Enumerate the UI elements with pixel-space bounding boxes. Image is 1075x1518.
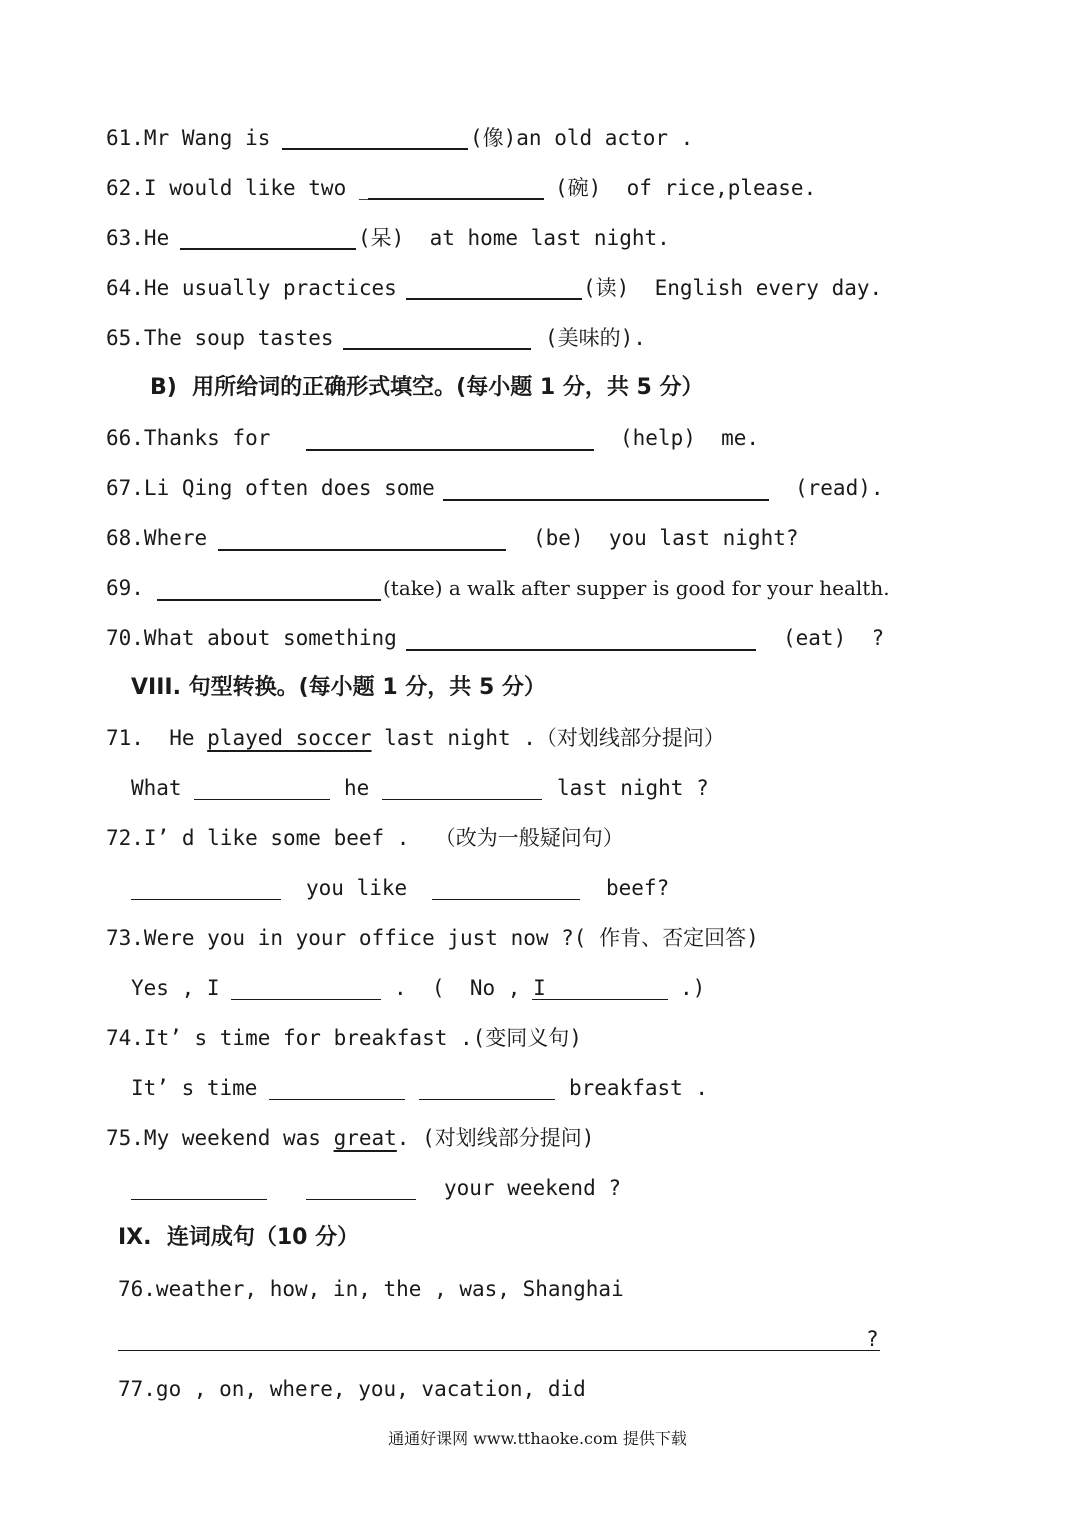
answer-blank[interactable] [157, 599, 381, 601]
answer-blank[interactable] [368, 198, 544, 200]
answer-blank[interactable] [419, 1099, 555, 1100]
answer-blank[interactable] [282, 148, 468, 150]
question-62-prompt: 62.I would like two _ [106, 176, 372, 200]
answer-71-word-3: last night ? [557, 776, 709, 800]
answer-blank[interactable] [382, 799, 542, 800]
answer-blank[interactable] [269, 1099, 405, 1100]
question-74: 74.It’ s time for breakfast .(变同义句) [106, 1026, 582, 1050]
question-68-prompt: 68.Where [106, 526, 208, 550]
question-61-hint: (像)an old actor . [470, 126, 694, 150]
question-75-text [106, 1124, 594, 1152]
question-73: 73.Were you in your office just now ?( 作肯、否定回答) [106, 926, 759, 950]
question-76: 76.weather, how, in, the , was, Shanghai [118, 1277, 624, 1301]
answer-71-word-1: What [131, 776, 182, 800]
question-71-text [106, 724, 725, 752]
answer-73-word-2: . ( No , I [394, 976, 546, 1000]
answer-blank[interactable] [306, 449, 594, 451]
question-71-instruction: last night .（对划线部分提问） [371, 726, 725, 750]
answer-blank[interactable] [194, 799, 330, 800]
question-65-prompt: 65.The soup tastes [106, 326, 347, 350]
answer-blank[interactable] [406, 649, 756, 651]
answer-blank[interactable] [231, 999, 381, 1000]
question-70-prompt: 70.What about something [106, 626, 397, 650]
answer-blank[interactable] [131, 1199, 267, 1200]
question-69-hint: (take) a walk after supper is good for your health. [383, 576, 890, 600]
answer-blank[interactable] [180, 248, 356, 250]
question-67-hint: (read). [795, 476, 884, 500]
answer-71-word-2: he [344, 776, 370, 800]
question-67-prompt: 67.Li Qing often does some [106, 476, 435, 500]
question-mark: ? [866, 1327, 879, 1351]
answer-72-word-2: beef? [606, 876, 670, 900]
question-68-hint: (be) you last night? [533, 526, 799, 550]
question-75-instruction: . (对划线部分提问) [396, 1126, 595, 1150]
answer-line[interactable] [118, 1350, 880, 1351]
question-72: 72.I’ d like some beef . （改为一般疑问句） [106, 826, 624, 850]
question-66-prompt: 66.Thanks for [106, 426, 271, 450]
answer-blank[interactable] [532, 999, 668, 1000]
question-64-prompt: 64.He usually practices [106, 276, 410, 300]
answer-blank[interactable] [306, 1199, 416, 1200]
question-63-hint: (呆) at home last night. [358, 226, 670, 250]
question-69-prompt: 69. [106, 576, 144, 600]
section-b-heading: B) 用所给词的正确形式填空。(每小题 1 分，共 5 分） [150, 375, 704, 400]
question-77: 77.go , on, where, you, vacation, did [118, 1377, 586, 1401]
section-ix-heading: IX. 连词成句（10 分） [118, 1225, 360, 1250]
question-63-prompt: 63.He [106, 226, 182, 250]
answer-74-word-2: breakfast . [569, 1076, 709, 1100]
answer-73-word-1: Yes , I [131, 976, 220, 1000]
answer-blank[interactable] [406, 298, 582, 300]
answer-74-word-1: It’ s time [131, 1076, 258, 1100]
answer-73-word-3: .) [680, 976, 706, 1000]
question-66-hint: (help) me. [620, 426, 760, 450]
answer-blank[interactable] [218, 549, 506, 551]
page-footer: 通通好课网 www.tthaoke.com 提供下载 [388, 1429, 687, 1448]
question-65-hint: (美味的). [545, 326, 646, 350]
answer-blank[interactable] [443, 499, 769, 501]
question-75-prompt: 75.My weekend was [106, 1126, 334, 1150]
question-61-prompt: 61.Mr Wang is [106, 126, 284, 150]
underlined-word: great [333, 1126, 397, 1150]
question-64-hint: (读) English every day. [583, 276, 883, 300]
answer-blank[interactable] [131, 899, 281, 900]
section-viii-heading: VIII. 句型转换。(每小题 1 分，共 5 分） [131, 675, 546, 700]
answer-72-word-1: you like [306, 876, 408, 900]
question-62-hint: (碗) of rice,please. [555, 176, 817, 200]
answer-blank[interactable] [432, 899, 580, 900]
underlined-phrase: played soccer [207, 726, 372, 750]
question-71-prompt: 71. He [106, 726, 208, 750]
question-70-hint: (eat) ? [783, 626, 885, 650]
answer-blank[interactable] [343, 348, 531, 350]
answer-75-word-1: your weekend ? [444, 1176, 622, 1200]
